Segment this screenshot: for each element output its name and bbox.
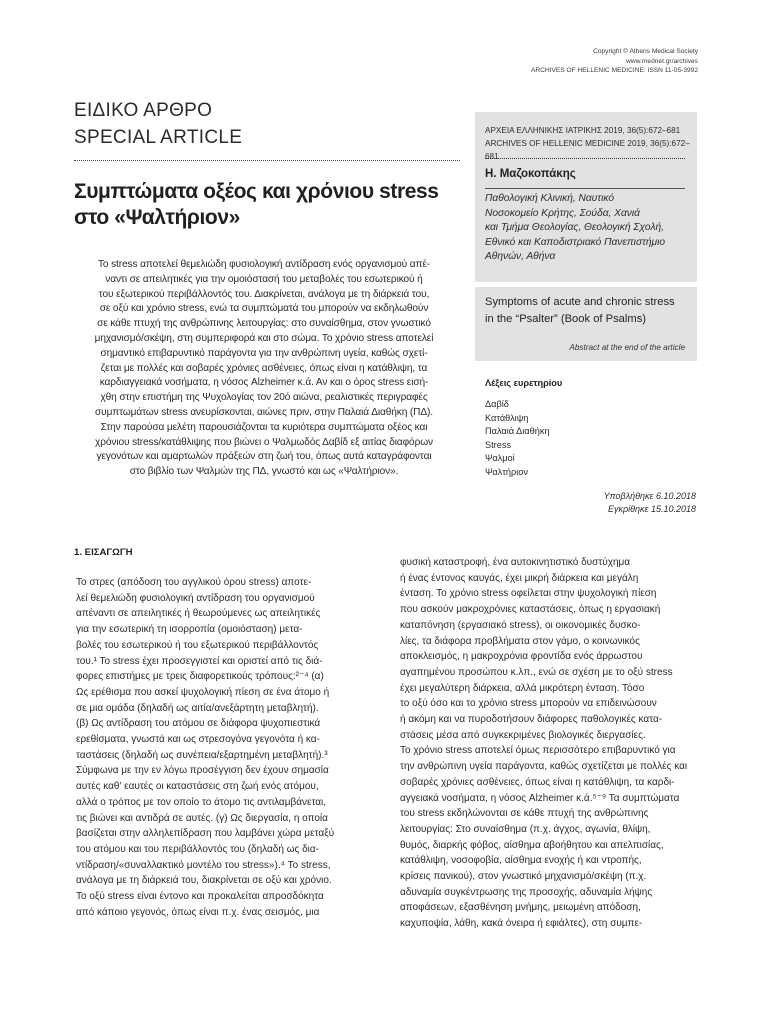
body-line: ή ένας έντονος καυγάς, έχει μικρή διάρκεια και μεγάλη (400, 572, 639, 584)
body-line: ανάλογα με τη διάρκειά του, διακρίνεται σε οξύ και χρόνιο. (76, 875, 332, 887)
body-line: το οξύ όσο και το χρόνιο stress μπορούν να επιδεινώσουν (400, 698, 657, 710)
abstract-line: στο βιβλίο των Ψαλμών της ΠΔ, γνωστό και ως «Ψαλτήριον». (129, 466, 399, 478)
dotted-divider (74, 160, 460, 161)
abstract-line: του εξωτερικού περιβάλλοντός του. Διακρίνεται, ανάλογα με τη διάρκειά του, (98, 288, 430, 300)
body-line: του ατόμου και του περιβάλλοντός του (δηλαδή ως δια- (76, 843, 319, 855)
english-title-line-2: in the “Psalter” (Book of Psalms) (485, 312, 647, 325)
abstract-line: γεγονότων και αμαρτωλών πράξεών στη ζωή του, όπως αυτά καταγράφονται (96, 451, 432, 463)
body-line: λίες, τα διάφορα προβλήματα στον γάμο, ο κοινωνικός (400, 635, 640, 647)
body-line: τις βιώνει και αντιδρά σε αυτές. (γ) Ως διεργασία, η οποία (76, 812, 328, 824)
author-name: Η. Μαζοκοπάκης (485, 168, 576, 180)
journal-issn: ARCHIVES OF HELLENIC MEDICINE: ISSN 11-05-3992 (531, 67, 698, 75)
body-line: Το οξύ stress είναι έντονο και προκαλείται απροσδόκητα (76, 891, 324, 903)
title-line-2: στο «Ψαλτήριον» (74, 206, 240, 229)
submission-dates (604, 490, 696, 516)
body-line: βασίζεται στην αλληλεπίδραση που λαμβάνει χώρα μεταξύ (76, 828, 335, 840)
section-heading: 1. ΕΙΣΑΓΩΓΗ (74, 547, 133, 558)
body-line: αυτές καθ’ εαυτές οι καταστάσεις στη ζωή ενός ατόμου, (76, 781, 319, 793)
author-affiliation (485, 192, 690, 265)
body-line: έχει μεγαλύτερη διάρκεια, αλλά μικρότερη ένταση. Τόσο (400, 682, 645, 694)
affiliation-line: Παθολογική Κλινική, Ναυτικό (485, 193, 614, 204)
body-line: την ανθρώπινη υγεία παράγοντα, καθώς σχετίζεται με πολλές και (400, 761, 688, 773)
abstract-line: ναντι σε απειλητικές για την ομοιόστασή του μεταβολές του εσωτερικού ή (105, 273, 423, 285)
article-type (74, 97, 242, 151)
body-line: θυμός, διαρκής φόβος, αίσθημα αβοήθητου και απελπισίας, (400, 839, 664, 851)
abstract-note: Abstract at the end of the article (569, 343, 685, 352)
affiliation-line: Νοσοκομείο Κρήτης, Σούδα, Χανιά (485, 207, 640, 219)
affiliation-line: και Τμήμα Θεολογίας, Θεολογική Σχολή, (485, 222, 665, 233)
abstract-line: χθη στην επιστήμη της Ψυχολογίας τον 20ό αιώνα, ρεαλιστικές περιγραφές (100, 392, 428, 404)
body-line: (β) Ως αντίδραση του ατόμου σε διάφορα ψυχοπιεστικά (76, 718, 321, 730)
body-line: φυσική καταστροφή, ένα αυτοκινητιστικό δυστύχημα (400, 557, 631, 568)
body-line: λεί θεμελιώδη φυσιολογική αντίδραση του οργανισμού (76, 592, 315, 604)
abstract-line: σε κάθε πτυχή της ανθρώπινης λειτουργίας: στο συναίσθημα, στον γνωστικό (97, 318, 431, 330)
copyright-block (438, 47, 698, 76)
sidebar-divider (485, 188, 685, 189)
keyword-item: Παλαιά Διαθήκη (485, 426, 550, 437)
article-type-english: SPECIAL ARTICLE (74, 127, 243, 148)
body-line: Ως ερέθισμα που ασκεί ψυχολογική πίεση σε ένα άτομο ή (76, 686, 330, 698)
abstract-line: καρδιαγγειακά νοσήματα, η νόσος Alzheimer κ.ά. Αν και ο όρος stress εισή- (99, 377, 429, 389)
keywords-list (485, 398, 550, 480)
accepted-date: Εγκρίθηκε 15.10.2018 (607, 504, 696, 514)
body-line: σοβαρές χρόνιες ασθένειες, όπως είναι η κατάθλιψη, τα καρδι- (400, 776, 675, 788)
abstract-line: σημαντικό επιβαρυντικό παράγοντα για την ανθρώπινη υγεία, καθώς σχετί- (100, 347, 428, 359)
body-line: λειτουργίας: Στο συναίσθημα (π.χ. άγχος, αγωνία, θλίψη, (400, 823, 651, 835)
abstract (74, 258, 454, 480)
journal-citation-english: ARCHIVES OF HELLENIC MEDICINE 2019, 36(5):672–681 (485, 139, 690, 161)
body-line: ή ακόμη και να πυροδοτήσουν διάφορες παθολογικές κατα- (400, 714, 663, 726)
abstract-line: Το stress αποτελεί θεμελιώδη φυσιολογική αντίδραση ενός οργανισμού απέ- (97, 259, 431, 270)
body-line: αποκλεισμός, η μακροχρόνια φροντίδα ενός άρρωστου (400, 651, 643, 663)
article-type-greek: ΕΙΔΙΚΟ ΑΡΘΡΟ (74, 100, 213, 121)
keyword-item: Ψαλμοί (485, 453, 515, 464)
abstract-line: μηχανισμό/σκέψη, στη συμπεριφορά και στο σώμα. Το χρόνιο stress αποτελεί (94, 332, 434, 344)
title-line-1: Συμπτώματα οξέος και χρόνιου stress (74, 180, 439, 203)
body-line: Το στρες (απόδοση του αγγλικού όρου stress) αποτε- (76, 577, 312, 588)
body-line: Το χρόνιο stress αποτελεί όμως περισσότερο επιβαρυντικό για (400, 745, 676, 757)
journal-citation-greek: ΑΡΧΕΙΑ ΕΛΛΗΝΙΚΗΣ ΙΑΤΡΙΚΗΣ 2019, 36(5):672–681 (485, 126, 681, 135)
submitted-date: Υποβλήθηκε 6.10.2018 (603, 491, 696, 501)
abstract-line: σε οξύ και χρόνιο stress, ενώ τα συμπτώματά του μπορούν να εκδηλωθούν (99, 303, 429, 315)
keyword-item: Stress (485, 439, 512, 450)
body-line: του stress εκδηλώνονται σε κάθε πτυχή της ανθρώπινης (400, 808, 649, 820)
copyright-line: Copyright © Athens Medical Society (593, 48, 698, 55)
body-line: καταπόνηση (εργασιακό stress), οι οικονομικές δυσκο- (400, 619, 641, 631)
article-title (74, 179, 454, 231)
article-info-sidebar (475, 112, 697, 361)
body-line: ντίδραση/«συναλλακτικό μοντέλο του stress»).⁴ Το stress, (76, 859, 331, 871)
keyword-item: Κατάθλιψη (485, 412, 529, 423)
keyword-item: Ψαλτήριον (485, 466, 528, 477)
body-line: για την εσωτερική τη ισορροπία (ομοιόσταση) μετα- (76, 624, 303, 636)
keyword-item: Δαβίδ (485, 399, 509, 409)
sidebar-dotted-divider (485, 158, 685, 159)
body-line: ένταση. Το χρόνιο stress οφείλεται στην ψυχολογική πίεση (400, 588, 657, 600)
body-line: στάσεις μέσα από συγκεκριμένες βιολογικές διεργασίες. (400, 729, 646, 741)
body-line: αδυναμία συγκέντρωσης της προσοχής, αδυναμία λήψης (400, 886, 653, 898)
abstract-line: χρόνιου stress/κατάθλιψης που βιώνει ο Ψαλμωδός Δαβίδ εξ αιτίας διαφόρων (95, 436, 433, 448)
body-line: φορες επιστήμες με τρεις διαφορετικούς τρόπους:²⁻⁴ (α) (76, 671, 324, 683)
body-line: καχυποψία, λάθη, κακά όνειρα ή εφιάλτες), στη συμπε- (400, 918, 643, 930)
body-line: αγγειακά νοσήματα, η νόσος Alzheimer κ.ά.⁵⁻⁹ Τα συμπτώματα (400, 792, 680, 804)
body-line: κατάθλιψη, νοσοφοβία, αίσθημα ενοχής ή και ντροπής, (400, 855, 642, 867)
body-line: απέναντι σε απειλητικές ή θεωρούμενες ως απειλητικές (76, 608, 321, 620)
body-column-left (76, 575, 362, 920)
abstract-line: συμπτωμάτων stress ανευρίσκονται, αιώνες πριν, στην Παλαιά Διαθήκη (ΠΔ). (95, 406, 433, 418)
body-line: ερεθίσματα, γνωστά και ως στρεσογόνα γεγονότα ή κα- (76, 734, 320, 746)
body-line: αποφάσεων, εξασθένηση μνήμης, μειωμένη απόδοση, (400, 902, 641, 914)
body-line: Σύμφωνα με την εν λόγω προσέγγιση δεν έχουν σημασία (76, 765, 329, 777)
journal-url: www.mednet.gr/archives (626, 57, 698, 65)
body-line: σε μια ομάδα (δηλαδή ως αιτία/ανεξάρτητη μεταβλητή). (76, 702, 319, 714)
abstract-line: ζεται με πολλές και σοβαρές χρόνιες ασθένειες, όπως είναι η κατάθλιψη, τα (100, 362, 428, 374)
english-title (485, 294, 695, 327)
keywords-title: Λέξεις ευρετηρίου (485, 378, 563, 388)
body-line: του.¹ Το stress έχει προσεγγιστεί και οριστεί από τις διά- (76, 655, 323, 667)
body-line: κρίσεις πανικού), στον γνωστικό μηχανισμό/σκέψη (π.χ. (400, 871, 647, 883)
sidebar-separator (475, 282, 697, 287)
body-line: αλλά ο τρόπος με τον οποίο το άτομο τις αντιλαμβάνεται, (76, 796, 327, 808)
affiliation-line: Αθηνών, Αθήνα (485, 251, 556, 262)
body-line: ταστάσεις (δηλαδή ως συνέπεια/εξαρτημένη μεταβλητή).³ (76, 749, 328, 761)
abstract-line: Στην παρούσα μελέτη παρουσιάζονται τα κυριότερα συμπτώματα οξέος και (100, 421, 428, 433)
body-line: που ασκούν μακροχρόνιες καταστάσεις, όπως η εργασιακή (400, 604, 661, 616)
english-title-line-1: Symptoms of acute and chronic stress (485, 296, 675, 308)
body-line: αγαπημένου προσώπου κ.λπ., ενώ σε σχέση με το οξύ stress (400, 666, 673, 678)
body-line: βολές του εσωτερικού ή του εξωτερικού περιβάλλοντός (76, 639, 319, 651)
affiliation-line: Εθνικό και Καποδιστριακό Πανεπιστήμιο (485, 236, 666, 248)
body-column-right (400, 555, 686, 932)
body-line: από κάποιο γεγονός, όπως είναι π.χ. ένας σεισμός, μια (76, 906, 320, 918)
